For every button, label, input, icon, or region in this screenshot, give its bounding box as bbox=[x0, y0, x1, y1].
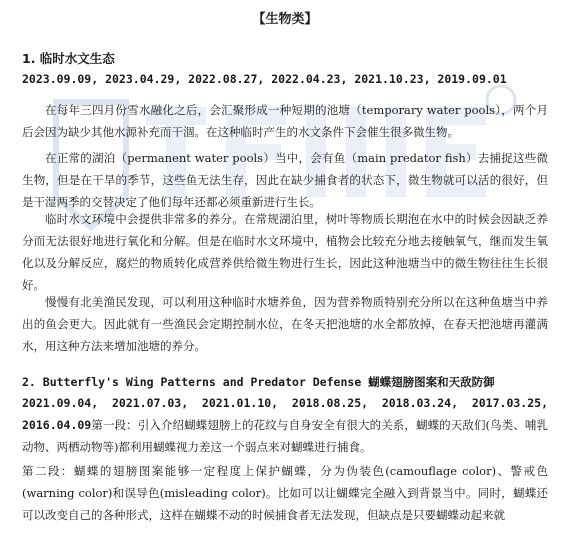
section-2-dates: 2021.09.04, 2021.07.03, 2021.01.10, 2018.08.25, 2018.03.24, 2017.03.25, 2016.04.09 bbox=[22, 396, 548, 432]
section-1-heading: 1. 临时水文生态 bbox=[22, 51, 115, 66]
section-2-paragraph-1-text: 第一段：引入介绍蝴蝶翅膀上的花纹与自身安全有很大的关系，蝴蝶的天敌们(鸟类、哺乳动物、两栖动物等)都利用蝴蝶视力差这一个弱点来对蝴蝶进行捕食。 bbox=[22, 418, 548, 454]
section-1-dates: 2023.09.09, 2023.04.29, 2022.08.27, 2022.04.23, 2021.10.23, 2019.09.01 bbox=[22, 72, 507, 86]
section-1-paragraph-1: 在每年三四月份雪水融化之后，会汇聚形成一种短期的池塘（temporary water pools），两个月后会因为缺少其他水源补充而干涸。在这种临时产生的水文条件下会催生很多微生物。 bbox=[22, 103, 548, 139]
section-2-paragraph-1 bbox=[22, 392, 548, 458]
section-2-paragraph-2: 第二段：蝴蝶的翅膀图案能够一定程度上保护蝴蝶，分为伪装色(camouflage color)、警戒色(warning color)和误导色(misleading color)。比如可以让蝴蝶完全融入到背景当中。同时，蝴蝶还可以改变自己的各种形式，这样在蝴蝶不动的时候捕食者无法发现，但缺点是只要蝴蝶动起来就 bbox=[22, 464, 548, 522]
section-2-heading: 2. Butterfly's Wing Patterns and Predator Defense 蝴蝶翅膀图案和天敌防御 bbox=[22, 375, 495, 389]
section-1-paragraph-2: 在正常的湖泊（permanent water pools）当中，会有鱼（main predator fish）去捕捉这些微生物，但是在干旱的季节，这些鱼无法生存，因此在缺少捕食者的状态下，微生物就可以活的很好，但是干湿两季的交替决定了他们每年还都必须重新进行生长。 bbox=[22, 151, 548, 209]
document-title: 【生物类】 bbox=[252, 12, 318, 27]
section-1-paragraph-3: 临时水文环境中会提供非常多的养分。在常规湖泊里，树叶等物质长期泡在水中的时候会因缺乏养分而无法很好地进行氧化和分解。但是在临时水文环境中，植物会比较充分地去接触氧气，继而发生氧化以及分解反应，腐烂的物质转化成营养供给微生物进行生长，因此这种池塘当中的微生物往往生长很好。 bbox=[22, 212, 548, 292]
section-1-paragraph-4: 慢慢有北美渔民发现，可以利用这种临时水塘养鱼，因为营养物质特别充分所以在这种鱼塘当中养出的鱼会更大。因此就有一些渔民会定期控制水位，在冬天把池塘的水全都放掉，在春天把池塘再灌满水，用这种方法来增加池塘的养分。 bbox=[22, 295, 548, 353]
